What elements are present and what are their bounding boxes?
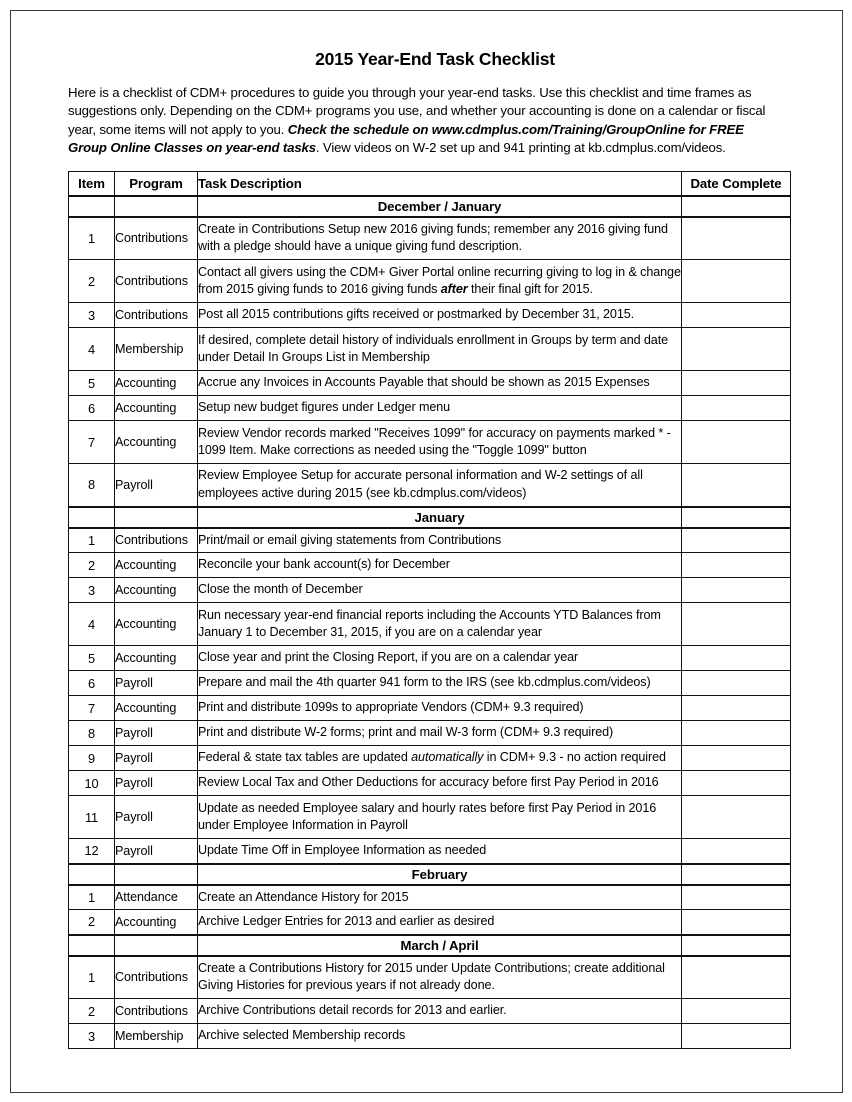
task-text: Archive Contributions detail records for 2013 and earlier. (198, 1003, 507, 1018)
intro-part2: . View videos on W-2 set up and 941 printing at kb.cdmplus.com/videos. (315, 139, 726, 155)
section-program-cell (115, 196, 198, 217)
task-text: Review Employee Setup for accurate personal information and W-2 settings of all employees active during 2015 (see kb.cdmplus.com/videos) (198, 468, 643, 500)
cell-task-description (198, 303, 682, 328)
task-text: Review Local Tax and Other Deductions for accuracy before first Pay Period in 2016 (198, 775, 659, 790)
intro-part1: Here is a checklist of CDM+ procedures to guide you through your year-end tasks. Use this checklist and time frames as suggestions only. Depending on the CDM+ programs you use, and whether your accounting is done on a calendar or fiscal year, some items will not apply to you. (68, 85, 766, 137)
cell-date-complete[interactable] (682, 646, 791, 671)
table-row (69, 671, 791, 696)
section-item-cell (69, 864, 115, 885)
cell-task-description (198, 771, 682, 796)
cell-item-number: 11 (69, 796, 115, 839)
section-program-cell (115, 507, 198, 528)
cell-item-number: 6 (69, 396, 115, 421)
cell-date-complete[interactable] (682, 999, 791, 1024)
cell-task-description (198, 696, 682, 721)
cell-date-complete[interactable] (682, 217, 791, 260)
cell-task-description (198, 671, 682, 696)
page-title: 2015 Year-End Task Checklist (315, 49, 555, 69)
section-program-cell (115, 864, 198, 885)
cell-task-description (198, 839, 682, 864)
table-row (69, 796, 791, 839)
cell-program: Contributions (115, 303, 198, 328)
task-text-tail: in CDM+ 9.3 - no action required (483, 750, 666, 765)
task-emphasis-italic: automatically (411, 750, 484, 765)
task-text: Close year and print the Closing Report, if you are on a calendar year (198, 650, 579, 665)
cell-program: Payroll (115, 746, 198, 771)
column-header-date-complete: Date Complete (682, 172, 791, 196)
column-header-program: Program (115, 172, 198, 196)
section-header-row (69, 935, 791, 956)
cell-item-number: 2 (69, 260, 115, 303)
section-item-cell (69, 507, 115, 528)
cell-task-description (198, 956, 682, 999)
task-text: Create a Contributions History for 2015 under Update Contributions; create additional Giving Histories for previous years if not already done. (198, 960, 665, 993)
task-text: Archive Ledger Entries for 2013 and earlier as desired (198, 914, 495, 929)
cell-date-complete[interactable] (682, 956, 791, 999)
cell-program: Payroll (115, 464, 198, 507)
table-row (69, 303, 791, 328)
cell-program: Accounting (115, 396, 198, 421)
cell-date-complete[interactable] (682, 464, 791, 507)
cell-item-number: 2 (69, 910, 115, 935)
cell-task-description (198, 464, 682, 507)
cell-program: Membership (115, 328, 198, 371)
task-text: Setup new budget figures under Ledger menu (198, 400, 451, 415)
cell-item-number: 1 (69, 528, 115, 553)
cell-task-description (198, 528, 682, 553)
table-row (69, 885, 791, 910)
cell-program: Contributions (115, 528, 198, 553)
table-row (69, 999, 791, 1024)
cell-task-description (198, 260, 682, 303)
cell-item-number: 10 (69, 771, 115, 796)
cell-item-number: 4 (69, 328, 115, 371)
section-header-row (69, 196, 791, 217)
intro-paragraph (68, 84, 786, 157)
cell-task-description (198, 1024, 682, 1049)
table-row (69, 696, 791, 721)
cell-date-complete[interactable] (682, 696, 791, 721)
header-row (69, 172, 791, 196)
cell-task-description (198, 371, 682, 396)
cell-item-number: 8 (69, 721, 115, 746)
cell-program: Accounting (115, 603, 198, 646)
section-date-cell (682, 864, 791, 885)
cell-program: Accounting (115, 696, 198, 721)
cell-program: Accounting (115, 421, 198, 464)
document-page (10, 10, 843, 1093)
section-item-cell (69, 196, 115, 217)
cell-task-description (198, 396, 682, 421)
cell-date-complete[interactable] (682, 371, 791, 396)
cell-program: Attendance (115, 885, 198, 910)
table-row (69, 721, 791, 746)
section-item-cell (69, 935, 115, 956)
task-checklist-table (68, 171, 791, 1049)
table-header (69, 172, 791, 196)
table-row (69, 839, 791, 864)
cell-date-complete[interactable] (682, 260, 791, 303)
cell-date-complete[interactable] (682, 528, 791, 553)
table-row (69, 371, 791, 396)
column-header-item: Item (69, 172, 115, 196)
section-date-cell (682, 935, 791, 956)
table-row (69, 396, 791, 421)
section-program-cell (115, 935, 198, 956)
task-text: Review Vendor records marked "Receives 1099" for accuracy on payments marked * - 1099 Item. Make corrections as needed using the "Toggle 1099" button (198, 425, 671, 458)
table-row (69, 646, 791, 671)
task-text: Contact all givers using the CDM+ Giver Portal online recurring giving to log in & change from 2015 giving funds to 2016 giving funds (198, 264, 681, 297)
cell-task-description (198, 421, 682, 464)
task-text: Reconcile your bank account(s) for December (198, 557, 450, 572)
task-text: Create an Attendance History for 2015 (198, 889, 409, 904)
cell-item-number: 2 (69, 553, 115, 578)
cell-program: Accounting (115, 553, 198, 578)
cell-item-number: 7 (69, 696, 115, 721)
table-row (69, 217, 791, 260)
cell-item-number: 1 (69, 217, 115, 260)
task-text: Run necessary year-end financial reports including the Accounts YTD Balances from January 1 to December 31, 2015, if you are on a calendar year (198, 607, 661, 640)
table-row (69, 421, 791, 464)
cell-program: Membership (115, 1024, 198, 1049)
cell-date-complete[interactable] (682, 746, 791, 771)
cell-item-number: 12 (69, 839, 115, 864)
cell-item-number: 5 (69, 646, 115, 671)
cell-item-number: 3 (69, 303, 115, 328)
task-text: Print and distribute W-2 forms; print and mail W-3 form (CDM+ 9.3 required) (198, 725, 614, 740)
section-label: January (198, 507, 682, 528)
table-row (69, 910, 791, 935)
cell-date-complete[interactable] (682, 578, 791, 603)
cell-item-number: 5 (69, 371, 115, 396)
task-text: Create in Contributions Setup new 2016 giving funds; remember any 2016 giving fund with a pledge should have a unique giving fund description. (198, 221, 668, 254)
cell-date-complete[interactable] (682, 796, 791, 839)
page-content (68, 49, 790, 1049)
cell-item-number: 9 (69, 746, 115, 771)
cell-task-description (198, 885, 682, 910)
cell-date-complete[interactable] (682, 553, 791, 578)
table-row (69, 1024, 791, 1049)
cell-item-number: 2 (69, 999, 115, 1024)
cell-program: Accounting (115, 371, 198, 396)
cell-item-number: 1 (69, 885, 115, 910)
cell-program: Accounting (115, 646, 198, 671)
task-text: Prepare and mail the 4th quarter 941 form to the IRS (see kb.cdmplus.com/videos) (198, 675, 651, 690)
table-row (69, 603, 791, 646)
table-row (69, 464, 791, 507)
cell-item-number: 6 (69, 671, 115, 696)
cell-program: Payroll (115, 796, 198, 839)
cell-date-complete[interactable] (682, 396, 791, 421)
cell-item-number: 7 (69, 421, 115, 464)
cell-item-number: 4 (69, 603, 115, 646)
task-text: Print and distribute 1099s to appropriate Vendors (CDM+ 9.3 required) (198, 700, 584, 715)
cell-task-description (198, 910, 682, 935)
cell-program: Contributions (115, 217, 198, 260)
table-row (69, 956, 791, 999)
task-text: Archive selected Membership records (198, 1028, 406, 1043)
cell-date-complete[interactable] (682, 910, 791, 935)
cell-task-description (198, 553, 682, 578)
cell-program: Payroll (115, 721, 198, 746)
section-header-row (69, 507, 791, 528)
section-date-cell (682, 507, 791, 528)
cell-task-description (198, 603, 682, 646)
task-text: Update Time Off in Employee Information as needed (198, 843, 487, 858)
section-label: February (198, 864, 682, 885)
cell-task-description (198, 796, 682, 839)
table-row (69, 553, 791, 578)
task-text: Close the month of December (198, 582, 363, 597)
cell-task-description (198, 999, 682, 1024)
cell-date-complete[interactable] (682, 839, 791, 864)
cell-task-description (198, 328, 682, 371)
cell-item-number: 1 (69, 956, 115, 999)
task-text: If desired, complete detail history of individuals enrollment in Groups by term and date under Detail In Groups List in Membership (198, 332, 669, 365)
section-header-row (69, 864, 791, 885)
cell-program: Contributions (115, 260, 198, 303)
section-label: March / April (198, 935, 682, 956)
cell-date-complete[interactable] (682, 603, 791, 646)
cell-date-complete[interactable] (682, 328, 791, 371)
cell-date-complete[interactable] (682, 885, 791, 910)
task-text: Update as needed Employee salary and hourly rates before first Pay Period in 2016 under Employee Information in Payroll (198, 800, 657, 833)
column-header-task: Task Description (198, 172, 682, 196)
cell-program: Payroll (115, 671, 198, 696)
cell-item-number: 8 (69, 464, 115, 507)
table-row (69, 260, 791, 303)
cell-task-description (198, 217, 682, 260)
cell-task-description (198, 646, 682, 671)
task-text: Print/mail or email giving statements from Contributions (198, 532, 502, 547)
cell-program: Contributions (115, 999, 198, 1024)
task-text: Accrue any Invoices in Accounts Payable that should be shown as 2015 Expenses (198, 375, 650, 390)
table-body (69, 196, 791, 1049)
cell-item-number: 3 (69, 578, 115, 603)
task-text: Post all 2015 contributions gifts received or postmarked by December 31, 2015. (198, 307, 635, 322)
table-row (69, 328, 791, 371)
table-row (69, 771, 791, 796)
section-label: December / January (198, 196, 682, 217)
cell-program: Accounting (115, 910, 198, 935)
cell-program: Contributions (115, 956, 198, 999)
task-emphasis: after (440, 282, 468, 297)
task-text: Federal & state tax tables are updated (198, 750, 412, 765)
cell-date-complete[interactable] (682, 421, 791, 464)
cell-date-complete[interactable] (682, 721, 791, 746)
section-date-cell (682, 196, 791, 217)
task-text-tail: their final gift for 2015. (467, 282, 593, 297)
cell-date-complete[interactable] (682, 671, 791, 696)
cell-program: Payroll (115, 839, 198, 864)
intro-emphasis: Check the schedule on www.cdmplus.com/Training/GroupOnline for FREE Group Online Classes on year-end tasks (68, 121, 744, 155)
cell-date-complete[interactable] (682, 771, 791, 796)
table-row (69, 528, 791, 553)
cell-task-description (198, 746, 682, 771)
cell-date-complete[interactable] (682, 1024, 791, 1049)
cell-program: Accounting (115, 578, 198, 603)
cell-date-complete[interactable] (682, 303, 791, 328)
cell-item-number: 3 (69, 1024, 115, 1049)
table-row (69, 746, 791, 771)
cell-program: Payroll (115, 771, 198, 796)
cell-task-description (198, 578, 682, 603)
table-row (69, 578, 791, 603)
cell-task-description (198, 721, 682, 746)
